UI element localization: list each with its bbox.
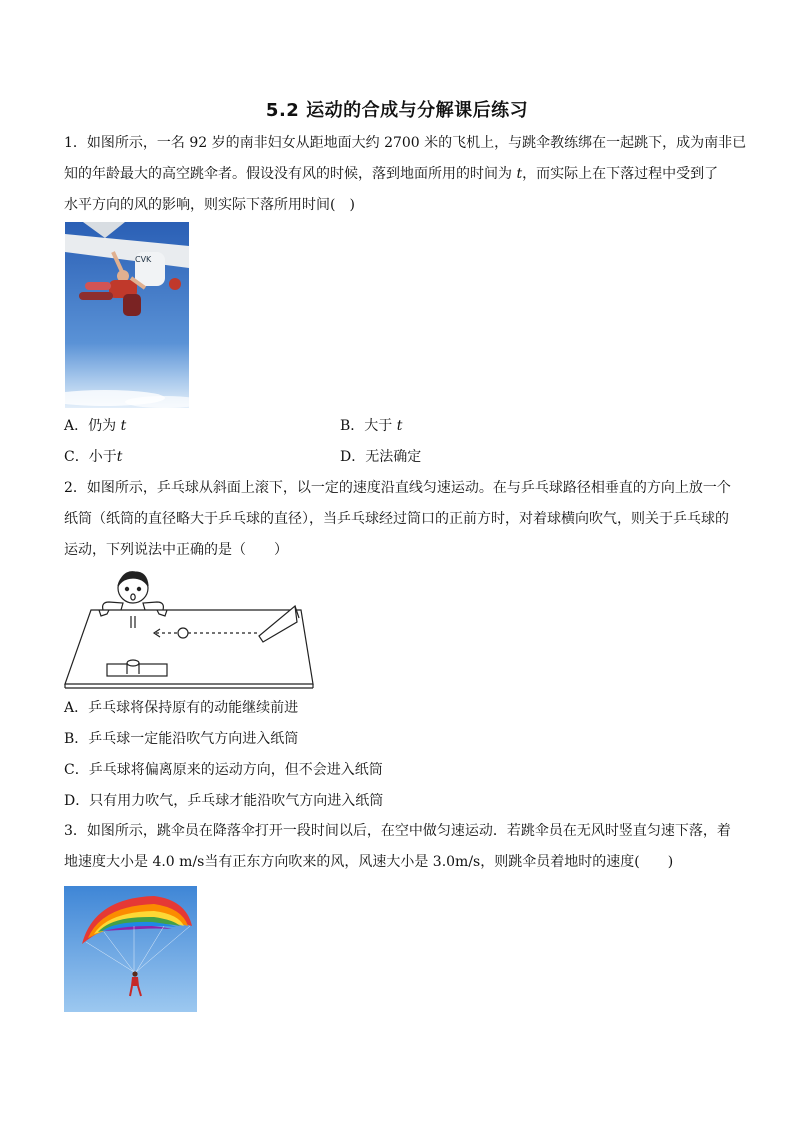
question-1-text — [64, 128, 747, 221]
q1-option-d: D．无法确定 — [340, 449, 422, 465]
q2-option-a: A．乒乓球将保持原有的动能继续前进 — [64, 700, 299, 716]
question-2-text — [64, 473, 732, 566]
q2-line-2: 纸筒（纸筒的直径略大于乒乓球的直径），当乒乓球经过筒口的正前方时，对着球横向吹气，则关于乒乓球的 — [64, 511, 729, 527]
q2-option-d: D．只有用力吹气，乒乓球才能沿吹气方向进入纸筒 — [64, 793, 384, 809]
q1-var-t: t — [516, 166, 523, 182]
q2-line-3: 运动，下列说法中正确的是（ ） — [64, 542, 288, 558]
q3-line-2: 地速度大小是 4.0 m/s当有正东方向吹来的风，风速大小是 3.0m/s，则跳伞员着地时的速度( ) — [64, 854, 674, 870]
svg-text:CVK: CVK — [135, 255, 152, 264]
skydivers-photo — [65, 222, 189, 408]
question-3-text — [64, 816, 732, 878]
ping-pong-diagram — [63, 566, 315, 690]
q1-option-c: C．小于t — [64, 449, 123, 465]
q1-line-2: 知的年龄最大的高空跳伞者。假设没有风的时候，落到地面所用的时间为 t，而实际上在下落过程中受到了 — [64, 166, 719, 182]
q1-line-3: 水平方向的风的影响，则实际下落所用时间( ) — [64, 197, 355, 213]
page-title: 5.2 运动的合成与分解课后练习 — [265, 100, 529, 121]
q1-option-b: B．大于 t — [340, 418, 403, 434]
q1-option-a: A．仍为 t — [64, 418, 127, 434]
q2-option-b: B．乒乓球一定能沿吹气方向进入纸筒 — [64, 731, 299, 747]
q3-line-1: 3．如图所示，跳伞员在降落伞打开一段时间以后，在空中做匀速运动．若跳伞员在无风时竖直匀速下落，着 — [64, 823, 731, 839]
q1-line-1: 1．如图所示，一名 92 岁的南非妇女从距地面大约 2700 米的飞机上，与跳伞教练绑在一起跳下，成为南非已 — [64, 135, 747, 151]
parachute-photo — [64, 886, 197, 1012]
q2-line-1: 2．如图所示，乒乓球从斜面上滚下，以一定的速度沿直线匀速运动。在与乒乓球路径相垂直的方向上放一个 — [64, 480, 731, 496]
q2-option-c: C．乒乓球将偏离原来的运动方向，但不会进入纸筒 — [64, 762, 383, 778]
